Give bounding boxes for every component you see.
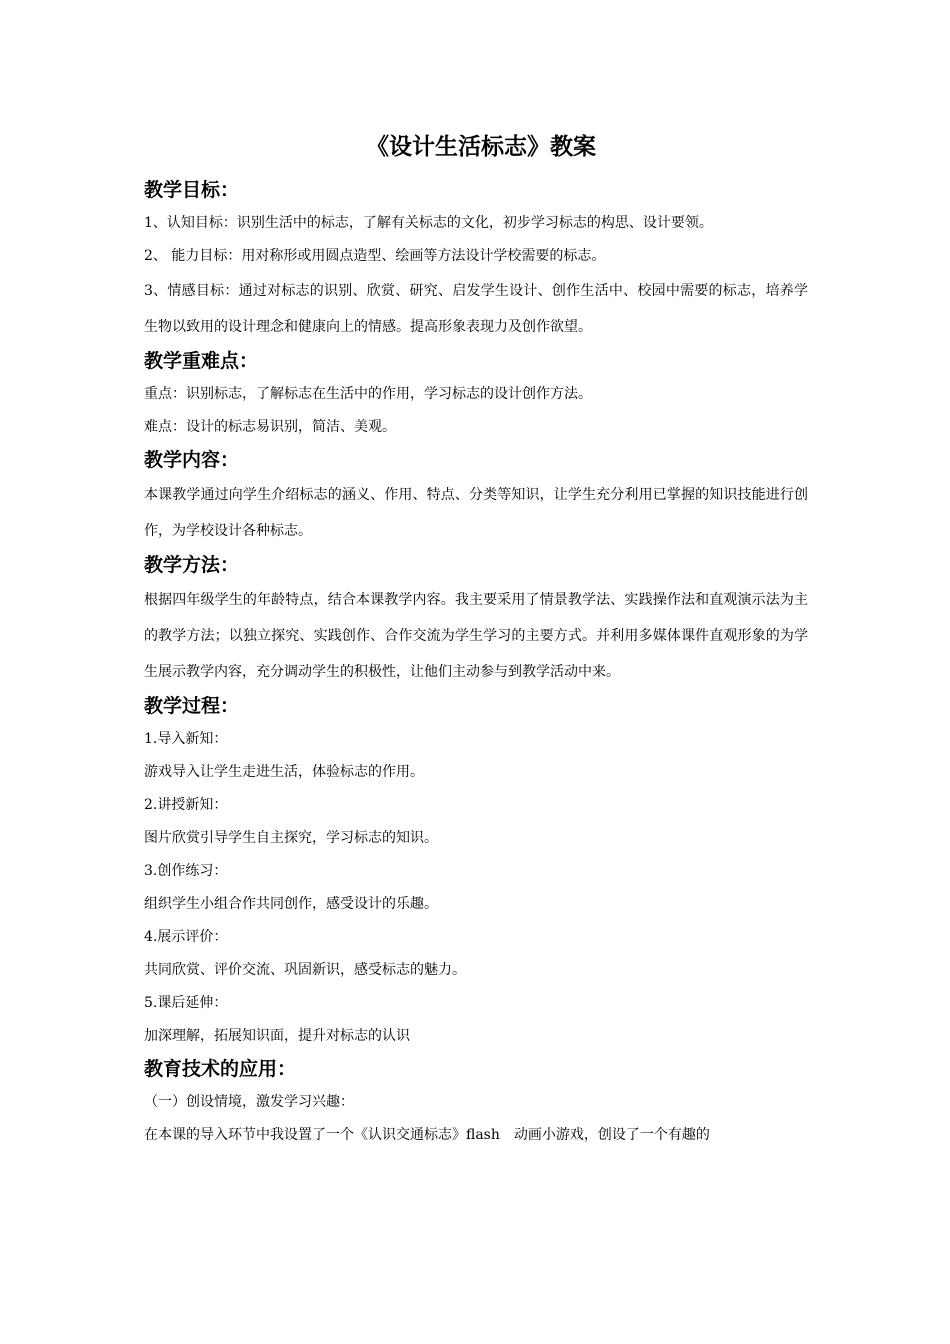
section-heading: 教学内容： xyxy=(144,449,240,471)
technology-subtitle: （一）创设情境，激发学习兴趣： xyxy=(144,1094,354,1110)
section-content xyxy=(144,446,808,549)
section-methods xyxy=(144,551,808,690)
process-step-text: 加深理解，拓展知识面，提升对标志的认识 xyxy=(144,1028,410,1044)
process-step-title: 1.导入新知： xyxy=(144,731,228,747)
document-title: 《设计生活标志》教案 xyxy=(366,134,596,160)
process-step-title: 4.展示评价： xyxy=(144,929,228,945)
content-paragraph: 本课教学通过向学生介绍标志的涵义、作用、特点、分类等知识，让学生充分利用已掌握的知识技能进行创作，为学校设计各种标志。 xyxy=(144,487,808,539)
process-step-text: 共同欣赏、评价交流、巩固新识，感受标志的魅力。 xyxy=(144,962,466,978)
process-step-title: 3.创作练习： xyxy=(144,863,228,879)
process-step-title: 5.课后延伸： xyxy=(144,995,228,1011)
section-process xyxy=(144,692,808,1053)
section-objectives xyxy=(144,176,808,345)
technology-paragraph: 在本课的导入环节中我设置了一个《认识交通标志》flash 动画小游戏，创设了一个有趣的 xyxy=(144,1127,710,1143)
section-heading: 教育技术的应用： xyxy=(144,1058,297,1080)
objective-item: 2、 能力目标：用对称形或用圆点造型、绘画等方法设计学校需要的标志。 xyxy=(144,248,606,264)
objective-item: 3、情感目标：通过对标志的识别、欣赏、研究、启发学生设计、创作生活中、校园中需要的标志，培养学生物以致用的设计理念和健康向上的情感。提高形象表现力及创作欲望。 xyxy=(144,283,808,335)
section-key-points xyxy=(144,347,808,444)
methods-paragraph: 根据四年级学生的年龄特点，结合本课教学内容。我主要采用了情景教学法、实践操作法和直观演示法为主的教学方法；以独立探究、实践创作、合作交流为学生学习的主要方式。并利用多媒体课件直观形象的为学生展示教学内容，充分调动学生的积极性，让他们主动参与到教学活动中来。 xyxy=(144,592,808,680)
section-heading: 教学目标： xyxy=(144,179,240,201)
process-step-text: 组织学生小组合作共同创作，感受设计的乐趣。 xyxy=(144,896,438,912)
section-heading: 教学方法： xyxy=(144,554,240,576)
document-page xyxy=(144,120,808,1154)
key-point-item: 重点：识别标志，了解标志在生活中的作用，学习标志的设计创作方法。 xyxy=(144,386,592,402)
section-heading: 教学重难点： xyxy=(144,350,259,372)
process-step-text: 游戏导入让学生走进生活，体验标志的作用。 xyxy=(144,764,424,780)
key-point-item: 难点：设计的标志易识别，简洁、美观。 xyxy=(144,419,396,435)
objective-item: 1、认知目标：识别生活中的标志，了解有关标志的文化，初步学习标志的构思、设计要领。 xyxy=(144,215,713,231)
section-heading: 教学过程： xyxy=(144,695,240,717)
process-step-title: 2.讲授新知： xyxy=(144,797,228,813)
section-technology xyxy=(144,1055,808,1152)
process-step-text: 图片欣赏引导学生自主探究，学习标志的知识。 xyxy=(144,830,438,846)
